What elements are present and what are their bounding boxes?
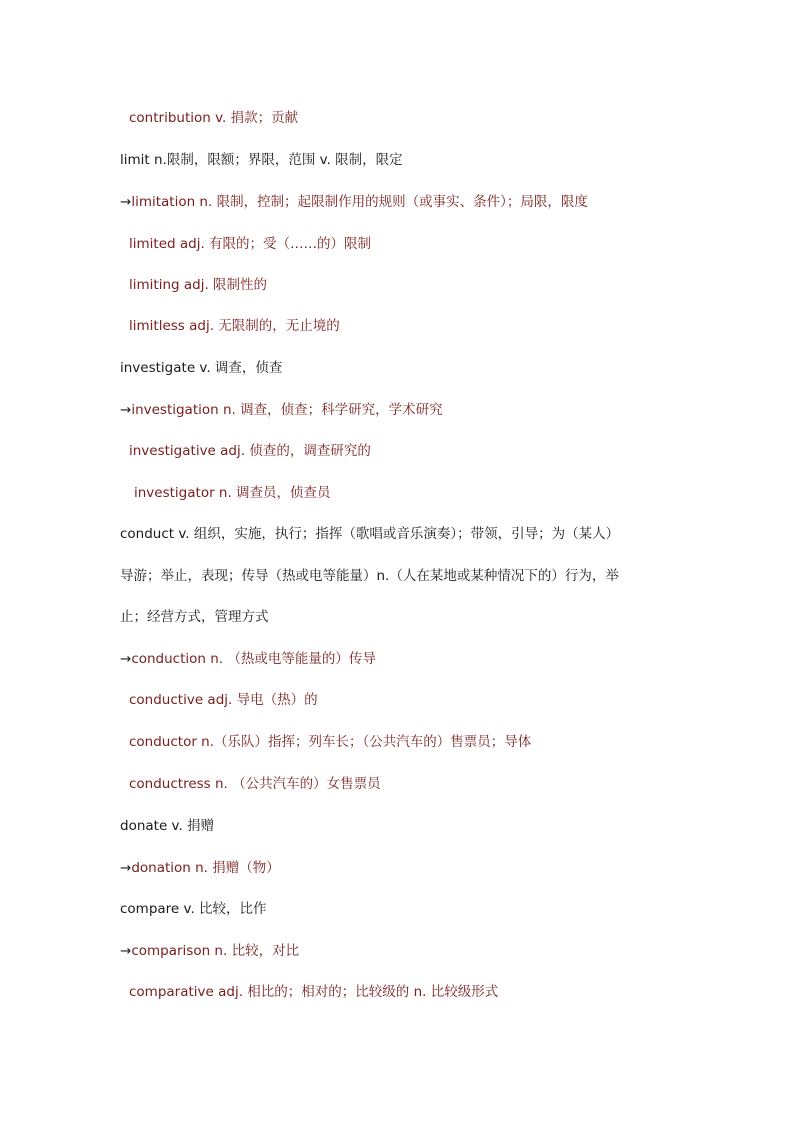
entry-limitless xyxy=(129,317,340,335)
entry-conductive xyxy=(129,691,318,709)
entry-text: limitation n. 限制，控制；起限制作用的规则（或事实、条件）；局限，限度 xyxy=(131,194,588,210)
entry-limiting xyxy=(129,276,267,294)
entry-comparison xyxy=(120,942,299,960)
entry-conduct-3 xyxy=(120,608,269,626)
entry-limited xyxy=(129,235,371,253)
arrow-icon: → xyxy=(120,194,132,210)
entry-conduct-2 xyxy=(120,567,619,585)
entry-text: investigative adj. 侦查的，调查研究的 xyxy=(129,443,371,459)
entry-limit xyxy=(120,151,403,169)
entry-investigator xyxy=(134,484,331,502)
entry-investigation xyxy=(120,401,443,419)
arrow-icon: → xyxy=(120,402,132,418)
entry-text: conductive adj. 导电（热）的 xyxy=(129,692,318,708)
entry-text: limitless adj. 无限制的，无止境的 xyxy=(129,318,340,334)
entry-text: 止；经营方式，管理方式 xyxy=(120,609,269,625)
entry-text: limited adj. 有限的；受（……的）限制 xyxy=(129,236,372,252)
entry-compare xyxy=(120,900,267,918)
entry-donate xyxy=(120,817,214,835)
entry-text: investigate v. 调查，侦查 xyxy=(120,360,283,376)
entry-investigate xyxy=(120,359,282,377)
entry-conductor xyxy=(129,733,531,751)
entry-text: limiting adj. 限制性的 xyxy=(129,277,268,293)
entry-conduct-1 xyxy=(120,525,619,543)
entry-text: investigation n. 调查，侦查；科学研究，学术研究 xyxy=(131,402,443,418)
entry-text: investigator n. 调查员，侦查员 xyxy=(134,485,331,501)
entry-text: conduction n. （热或电等能量的）传导 xyxy=(131,651,376,667)
entry-contribution xyxy=(129,109,298,127)
entry-text: comparison n. 比较，对比 xyxy=(131,943,300,959)
entry-investigative xyxy=(129,442,371,460)
entry-text: donation n. 捐赠（物） xyxy=(131,860,280,876)
arrow-icon: → xyxy=(120,943,132,959)
entry-text: contribution v. 捐款；贡献 xyxy=(129,110,299,126)
entry-text: conduct v. 组织，实施，执行；指挥（歌唱或音乐演奏）；带领，引导；为（某人） xyxy=(120,526,620,542)
entry-conduction xyxy=(120,650,376,668)
entry-comparative xyxy=(129,983,498,1001)
entry-conductress xyxy=(129,775,381,793)
entry-text: comparative adj. 相比的；相对的；比较级的 n. 比较级形式 xyxy=(129,984,499,1000)
entry-limitation xyxy=(120,193,588,211)
entry-text: conductor n.（乐队）指挥；列车长；（公共汽车的）售票员；导体 xyxy=(129,734,532,750)
arrow-icon: → xyxy=(120,860,132,876)
entry-text: limit n.限制，限额；界限，范围 v. 限制，限定 xyxy=(120,152,403,168)
entry-text: conductress n. （公共汽车的）女售票员 xyxy=(129,776,381,792)
entry-text: compare v. 比较，比作 xyxy=(120,901,267,917)
arrow-icon: → xyxy=(120,651,132,667)
entry-text: 导游；举止，表现；传导（热或电等能量）n.（人在某地或某种情况下的）行为，举 xyxy=(120,568,619,584)
entry-text: donate v. 捐赠 xyxy=(120,818,215,834)
entry-donation xyxy=(120,859,280,877)
